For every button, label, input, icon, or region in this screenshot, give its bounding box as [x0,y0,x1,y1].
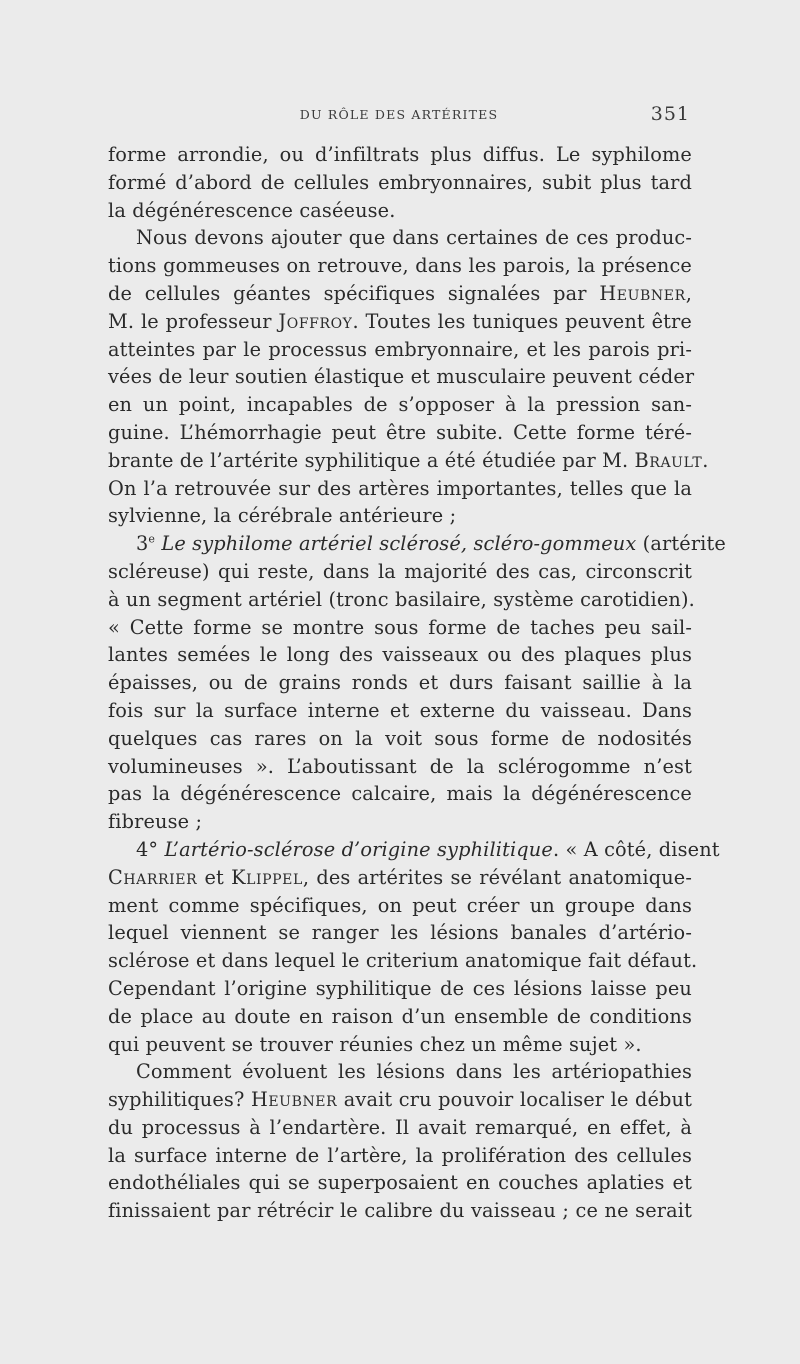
text-run: volumineuses ». L’aboutissant de la sclérogomme n’est [108,754,692,778]
text-line [108,836,720,864]
text-line [108,975,692,1003]
author-name: Joffroy [278,309,353,333]
text-line [108,753,692,781]
text-run: fois sur la surface interne et externe du vaisseau. Dans [108,698,692,722]
text-run: la surface interne de l’artère, la prolifération des cellules [108,1143,692,1167]
author-name: Heubner [599,281,686,305]
text-line [108,641,692,669]
text-run: qui peuvent se trouver réunies chez un même sujet ». [108,1032,642,1056]
text-run: 4° [136,837,165,861]
text-run: de cellules géantes spécifiques signalées par [108,281,600,305]
text-line [108,669,692,697]
text-line [108,141,692,169]
text-line [108,391,692,419]
italic-heading: L’artério-sclérose d’origine syphilitique [164,837,553,861]
text-run: atteintes par le processus embryonnaire, et les parois pri- [108,337,692,361]
text-run: syphilitiques? [108,1088,251,1112]
text-run: brante de l’artérite syphilitique a été étudiée par M. [108,448,635,472]
text-run: quelques cas rares on la voit sous forme de nodosités [108,726,692,750]
text-line [108,808,692,836]
text-run: . [702,448,709,472]
text-line [108,1169,692,1197]
text-line [108,892,692,920]
text-run: la dégénérescence caséeuse. [108,198,396,222]
text-line [108,336,692,364]
text-run: en un point, incapables de s’opposer à la pression san- [108,393,692,417]
text-run: Cependant l’origine syphilitique de ces lésions laisse peu [108,976,692,1000]
running-head: DU RÔLE DES ARTÉRITES [299,107,499,122]
text-run: avait cru pouvoir localiser le début [337,1088,692,1112]
text-run: Comment évoluent les lésions dans les artériopathies [136,1060,692,1084]
text-run: lequel viennent se ranger les lésions banales d’artério- [108,921,692,945]
text-line [108,363,695,391]
text-line [108,447,709,475]
author-name: Brault [634,448,703,472]
text-run: . Toutes les tuniques peuvent être [352,309,692,333]
text-run: « Cette forme se montre sous forme de taches peu sail- [108,615,692,639]
text-run: e [148,532,156,546]
text-line [108,586,695,614]
text-run: forme arrondie, ou d’infiltrats plus diffus. Le syphilome [108,143,692,166]
author-name: Heubner [250,1088,338,1112]
text-line [108,419,692,447]
text-run: On l’a retrouvée sur des artères importantes, telles que la [108,476,692,500]
text-line [108,475,692,503]
text-line [108,1114,692,1142]
text-line [108,697,692,725]
text-line [108,280,692,308]
text-line [108,502,692,530]
text-line [108,1031,692,1059]
text-line [108,947,698,975]
text-run: guine. L’hémorrhagie peut être subite. Cette forme téré- [108,420,692,444]
text-run: fibreuse ; [108,810,203,834]
page-header [108,103,690,131]
text-line [108,1058,692,1086]
text-run: scléreuse) qui reste, dans la majorité des cas, circonscrit [108,559,692,583]
text-run: formé d’abord de cellules embryonnaires, subit plus tard [108,170,692,194]
text-run: du processus à l’endartère. Il avait remarqué, en effet, à [108,1115,692,1139]
text-run: à un segment artériel (tronc basilaire, système carotidien). [108,587,695,611]
text-run: sclérose et dans lequel le criterium anatomique fait défaut. [108,949,698,973]
author-name: Charrier [108,865,198,889]
text-run: de place au doute en raison d’un ensemble de conditions [108,1004,692,1028]
text-line [108,864,692,892]
text-run: lantes semées le long des vaisseaux ou des plaques plus [108,643,692,667]
text-run: , [685,281,692,305]
text-run: 3 [136,532,149,556]
italic-heading: Le syphilome artériel sclérosé, scléro-gommeux [161,532,637,556]
text-line [108,252,692,280]
text-line [108,197,692,225]
body-text [108,141,726,1225]
text-line [108,308,692,336]
text-run: épaisses, ou de grains ronds et durs faisant saillie à la [108,671,692,695]
text-run: et [197,865,232,889]
text-line [108,1197,692,1225]
page-number: 351 [650,103,690,125]
text-line [108,725,692,753]
text-run: endothéliales qui se superposaient en couches aplaties et [108,1171,692,1195]
text-line [108,169,692,197]
text-line [108,1086,692,1114]
text-line [108,224,692,252]
text-run: M. le professeur [108,309,279,333]
text-run: ment comme spécifiques, on peut créer un groupe dans [108,893,692,917]
text-run: tions gommeuses on retrouve, dans les parois, la présence [108,254,692,278]
text-line [108,780,692,808]
text-line [108,919,692,947]
text-line [108,558,692,586]
text-line [108,1142,692,1170]
author-name: Klippel [231,865,303,889]
text-run: (artérite [636,532,726,556]
text-line [108,1003,692,1031]
text-run: pas la dégénérescence calcaire, mais la dégénérescence [108,782,692,806]
text-line [108,614,692,642]
text-run: Nous devons ajouter que dans certaines de ces produc- [136,226,692,250]
text-run: . « A côté, disent [552,837,720,861]
text-run: , des artérites se révélant anatomique- [302,865,692,889]
text-line [108,530,726,558]
text-run: finissaient par rétrécir le calibre du vaisseau ; ce ne serait [108,1199,692,1223]
text-run: sylvienne, la cérébrale antérieure ; [108,504,457,528]
text-run: vées de leur soutien élastique et musculaire peuvent céder [108,365,695,389]
